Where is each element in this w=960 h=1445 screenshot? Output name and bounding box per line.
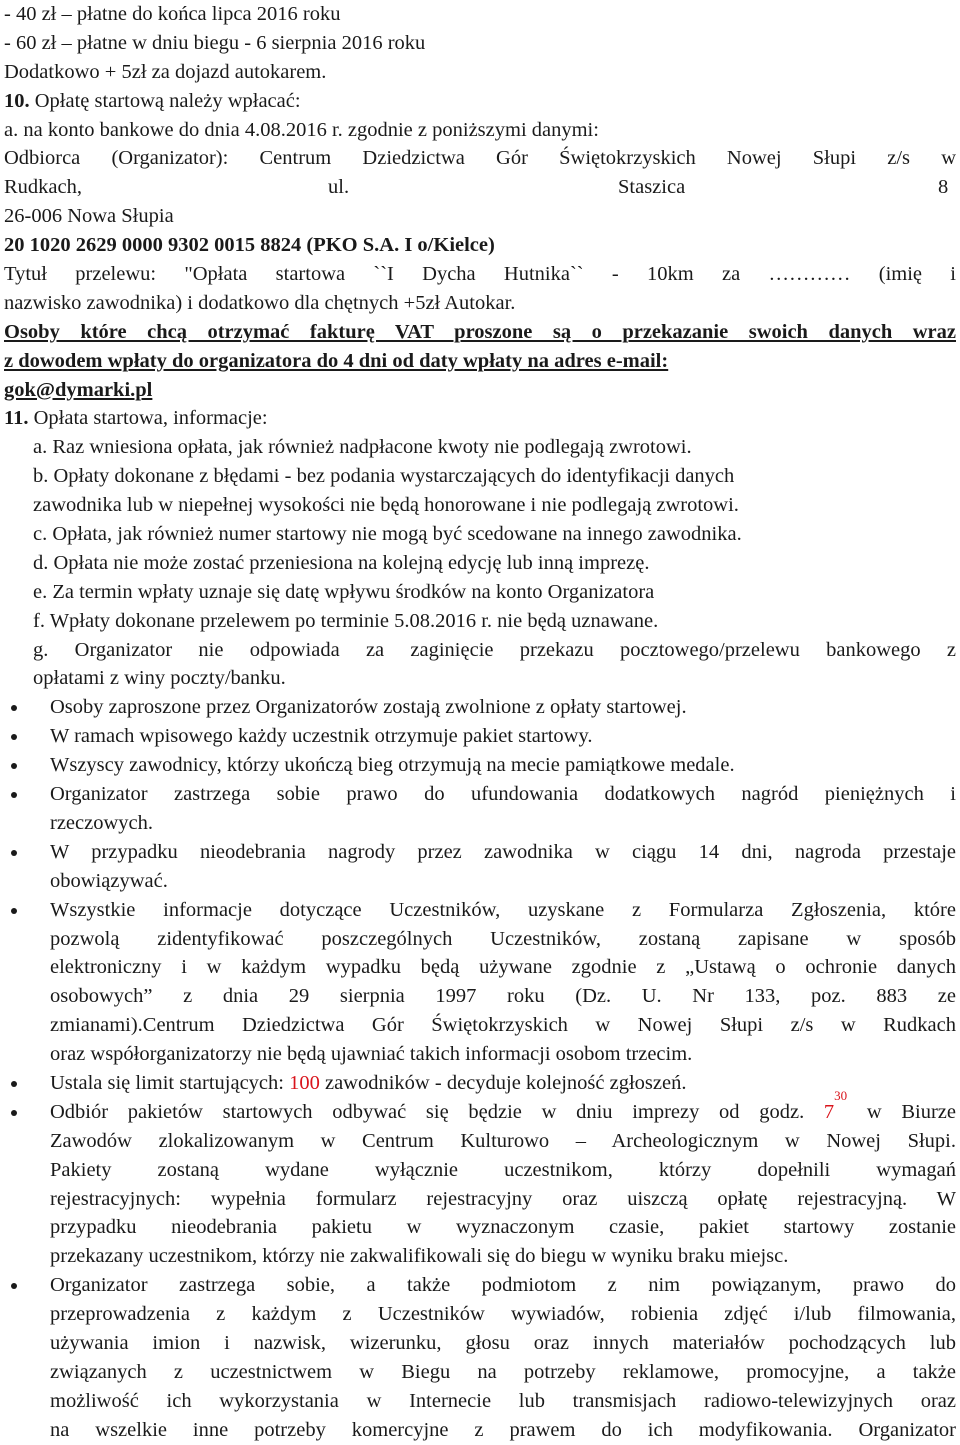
pickup-hour: 7 (823, 1100, 835, 1123)
bullet-text-line (50, 1087, 956, 1127)
pickup-time (823, 1087, 848, 1123)
pickup-prefix: Odbiór pakietów startowych odbywać się będzie w dniu imprezy od godz. (50, 1100, 824, 1123)
invoice-email-link[interactable]: gok@dymarki.pl (4, 378, 153, 401)
transfer-title-line-2: nazwisko zawodnika) i dodatkowo dla chętnych +5zł Autokar. (4, 291, 516, 314)
bullet-text-line: Organizator zastrzega sobie, a także podmiotom z nim powiązanym, prawo do (50, 1274, 956, 1297)
bullet-dot (4, 722, 50, 751)
bullet-text-line: Pakiety zostaną wydane wyłącznie uczestnikom, którzy dopełnili wymagań (50, 1158, 956, 1181)
bullet-dot (4, 693, 50, 722)
bullet-text-line: Wszystkie informacje dotyczące Uczestników, uzyskane z Formularza Zgłoszenia, które (50, 898, 956, 921)
section-11-heading (4, 404, 956, 433)
section-11-number: 11. (4, 407, 29, 430)
bullet-text-line: rzeczowych. (50, 811, 154, 834)
bullet-text-line: zmianami).Centrum Dziedzictwa Gór Świętokrzyskich w Nowej Słupi z/s w Rudkach (50, 1014, 956, 1037)
bullet-prize-pickup (4, 838, 956, 896)
bullet-text-line: pozwolą zidentyfikować poszczególnych Uczestników, zostaną zapisane w sposób (50, 927, 956, 950)
bullet-dot (4, 1069, 50, 1098)
bullet-medals (4, 751, 956, 780)
recipient-city: Rudkach, (4, 176, 82, 199)
fee-line-race-day: - 60 zł – płatne w dniu biegu - 6 sierpnia 2016 roku (4, 31, 426, 54)
bank-account-number: 20 1020 2629 0000 9302 0015 8824 (PKO S.A. I o/Kielce) (4, 234, 495, 257)
recipient-line-2 (4, 173, 956, 202)
bullet-dot (4, 780, 50, 838)
limit-number: 100 (289, 1071, 320, 1094)
bullet-dot (4, 1098, 50, 1271)
section-11-title: Opłata startowa, informacje: (28, 407, 268, 430)
recipient-line-1: Odbiorca (Organizator): Centrum Dziedzictwa Gór Świętokrzyskich Nowej Słupi z/s w (4, 147, 956, 170)
bullet-text-line: możliwość ich wykorzystania w Internecie lub transmisjach radiowo-telewizyjnych oraz (50, 1389, 956, 1412)
invoice-note-line-2: z dowodem wpłaty do organizatora do 4 dni od daty wpłaty na adres e-mail: (4, 349, 669, 372)
bullet-text-line: Zawodów zlokalizowanym w Centrum Kulturowo – Archeologicznym w Nowej Słupi. (50, 1129, 956, 1152)
bullet-text-line: przypadku nieodebrania pakietu w wyznaczonym czasie, pakiet startowy zostanie (50, 1216, 956, 1239)
bullet-text: Osoby zaproszone przez Organizatorów zostają zwolnione z opłaty startowej. (50, 696, 687, 719)
bullet-packet-pickup (4, 1087, 956, 1271)
rule-f: f. Wpłaty dokonane przelewem po terminie 5.08.2016 r. nie będą uznawane. (33, 609, 659, 632)
payment-deadline-line: a. na konto bankowe do dnia 4.08.2016 r. zgodnie z poniższymi danymi: (4, 118, 599, 141)
bullet-text-line: związanych z uczestnictwem w Biegu na potrzeby reklamowe, promocyjne, a także (50, 1360, 956, 1383)
bullet-text: Wszyscy zawodnicy, którzy ukończą bieg otrzymują na mecie pamiątkowe medale. (50, 754, 735, 777)
bullet-text (50, 1069, 956, 1098)
bullet-dot (4, 838, 50, 896)
rule-g-line-2: opłatami z winy poczty/banku. (33, 667, 286, 690)
bullet-media-rights (4, 1271, 956, 1444)
fee-line-bus: Dodatkowo + 5zł za dojazd autokarem. (4, 60, 327, 83)
bullet-starter-pack (4, 722, 956, 751)
bullet-invited (4, 693, 956, 722)
bullet-text-line: przeprowadzenia z każdym z Uczestników wywiadów, robienia zdjęć i/lub filmowania, (50, 1303, 956, 1326)
bullet-participant-limit (4, 1069, 956, 1098)
bullet-text: W ramach wpisowego każdy uczestnik otrzymuje pakiet startowy. (50, 725, 593, 748)
recipient-street: Staszica (618, 176, 686, 199)
section-10-number: 10. (4, 89, 30, 112)
rule-e: e. Za termin wpłaty uznaje się datę wpływu środków na konto Organizatora (33, 580, 655, 603)
bullet-text-line: osobowych” z dnia 29 sierpnia 1997 roku (Dz. U. Nr 133, poz. 883 ze (50, 985, 956, 1008)
bullet-text-line: elektroniczny i w każdym wypadku będą używane zgodnie z „Ustawą o ochronie danych (50, 956, 956, 979)
bullet-text-line: używania imion i nazwisk, wizerunku, głosu oraz innych materiałów pochodzących lub (50, 1331, 956, 1354)
bullet-text-line: rejestracyjnych: wypełnia formularz rejestracyjny oraz uiszczą opłatę rejestracyjną. W (50, 1187, 956, 1210)
bullet-prizes (4, 780, 956, 838)
bullet-text-line: Organizator zastrzega sobie prawo do ufundowania dodatkowych nagród pieniężnych i (50, 783, 956, 806)
recipient-postal: 26-006 Nowa Słupia (4, 205, 174, 228)
bullet-text-line: obowiązywać. (50, 869, 168, 892)
bullet-text-line: oraz współorganizatorzy nie będą ujawniać takich informacji osobom trzecim. (50, 1043, 693, 1066)
bullet-data-privacy (4, 896, 956, 1069)
recipient-street-prefix: ul. (328, 176, 350, 199)
invoice-note-line-1: Osoby które chcą otrzymać fakturę VAT proszone są o przekazanie swoich danych wraz (4, 320, 956, 343)
rule-g-line-1: g. Organizator nie odpowiada za zaginięcie przekazu pocztowego/przelewu bankowego z (33, 638, 956, 661)
fee-line-july: - 40 zł – płatne do końca lipca 2016 roku (4, 3, 341, 25)
rule-d: d. Opłata nie może zostać przeniesiona na kolejną edycję lub inną imprezę. (33, 551, 650, 574)
bullet-text-line: W przypadku nieodebrania nagrody przez zawodnika w ciągu 14 dni, nagroda przestaje (50, 840, 956, 863)
bullet-text-line: na wszelkie inne potrzeby komercyjne z prawem do ich modyfikowania. Organizator (50, 1418, 956, 1441)
rule-a: a. Raz wniesiona opłata, jak również nadpłacone kwoty nie podlegają zwrotowi. (33, 436, 692, 459)
bullet-dot (4, 1271, 50, 1444)
rule-b-line-2: zawodnika lub w niepełnej wysokości nie będą honorowane i nie podlegają zwrotowi. (33, 494, 739, 517)
bullet-dot (4, 896, 50, 1069)
limit-suffix: zawodników - decyduje kolejność zgłoszeń. (319, 1071, 687, 1094)
section-10-heading (4, 87, 956, 116)
limit-prefix: Ustala się limit startujących: (50, 1071, 290, 1094)
rule-b-line-1: b. Opłaty dokonane z błędami - bez podania wystarczających do identyfikacji danych (33, 465, 735, 488)
section-10-title: Opłatę startową należy wpłacać: (29, 89, 301, 112)
pickup-minutes: 30 (834, 1087, 848, 1103)
rule-c: c. Opłata, jak również numer startowy nie mogą być scedowane na innego zawodnika. (33, 523, 742, 546)
bullet-text-line: przekazany uczestnikom, którzy nie zakwalifikowali się do biegu w wyniku braku miejsc. (50, 1245, 789, 1268)
recipient-street-number: 8 (938, 176, 949, 199)
pickup-suffix: w Biurze (847, 1100, 956, 1123)
transfer-title-line-1: Tytuł przelewu: "Opłata startowa ``I Dycha Hutnika`` - 10km za ………… (imię i (4, 263, 956, 286)
bullet-dot (4, 751, 50, 780)
